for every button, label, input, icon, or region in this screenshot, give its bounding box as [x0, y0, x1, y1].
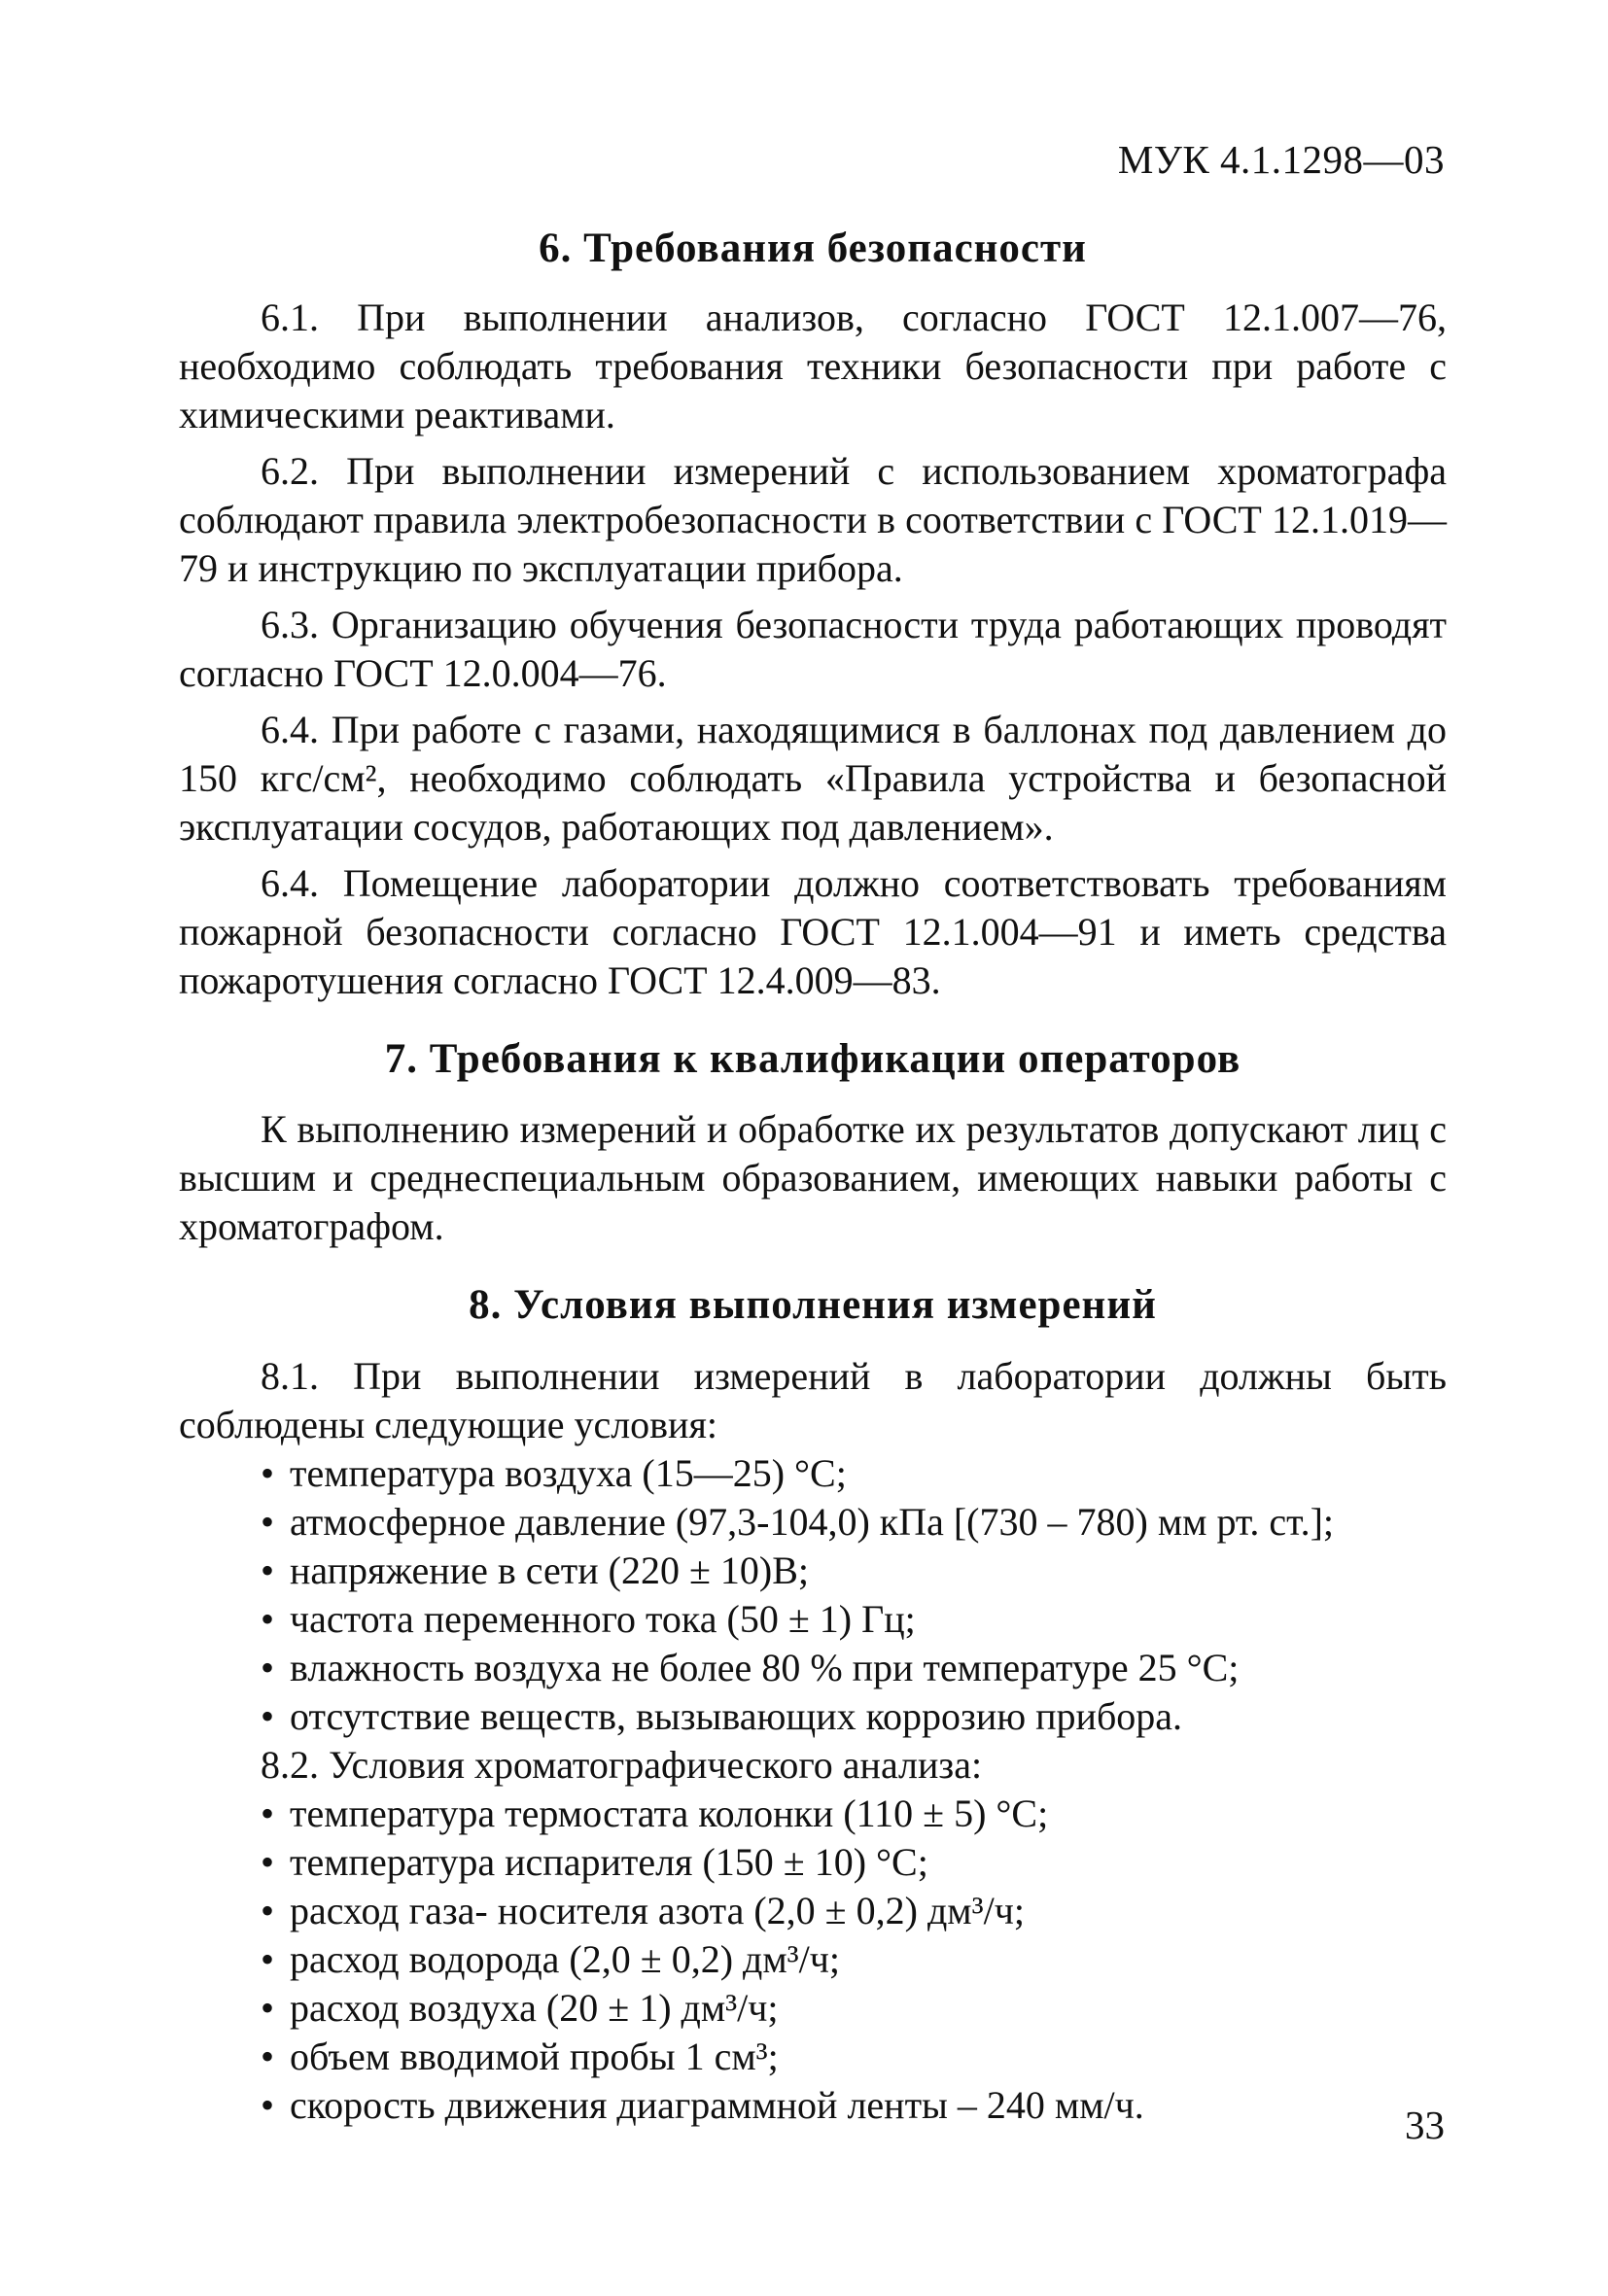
list-item: • температура воздуха (15—25) °С; [261, 1449, 1447, 1498]
conditions-list [179, 1449, 1447, 1741]
list-item: • атмосферное давление (97,3-104,0) кПа [(730 – 780) мм рт. ст.]; [261, 1498, 1447, 1547]
paragraph-8-2: 8.2. Условия хроматографического анализа: [261, 1742, 983, 1787]
paragraph-6-4-fire: 6.4. Помещение лаборатории должно соответствовать требованиям пожарной безопасности согласно ГОСТ 12.1.004—91 и иметь средства пожаротушения согласно ГОСТ 12.4.009—83. [179, 860, 1447, 1002]
list-item: • напряжение в сети (220 ± 10)В; [261, 1547, 1447, 1595]
list-item: • температура испарителя (150 ± 10) °С; [261, 1838, 1447, 1887]
paragraph-7: К выполнению измерений и обработке их результатов допускают лиц с высшим и среднеспециальным образованием, имеющих навыки работы с хроматографом. [179, 1107, 1447, 1249]
list-item: • частота переменного тока (50 ± 1) Гц; [261, 1595, 1447, 1644]
section-8-title: 8. Условия выполнения измерений [469, 1282, 1157, 1329]
paragraph-6-3: 6.3. Организацию обучения безопасности труда работающих проводят согласно ГОСТ 12.0.004—76. [179, 602, 1447, 695]
chromatography-conditions-list [179, 1790, 1447, 2130]
list-item: • влажность воздуха не более 80 % при температуре 25 °С; [261, 1644, 1447, 1692]
list-item: • отсутствие веществ, вызывающих коррозию прибора. [261, 1692, 1447, 1741]
paragraph-6-1: 6.1. При выполнении анализов, согласно ГОСТ 12.1.007—76, необходимо соблюдать требования техники безопасности при работе с химическими реактивами. [179, 295, 1447, 436]
list-item: • расход воздуха (20 ± 1) дм³/ч; [261, 1984, 1447, 2033]
paragraph-8-1: 8.1. При выполнении измерений в лаборатории должны быть соблюдены следующие условия: [179, 1353, 1447, 1446]
list-item: • расход водорода (2,0 ± 0,2) дм³/ч; [261, 1935, 1447, 1984]
paragraph-6-2: 6.2. При выполнении измерений с использованием хроматографа соблюдают правила электробезопасности в соответствии с ГОСТ 12.1.019—79 и инструкцию по эксплуатации прибора. [179, 448, 1447, 590]
paragraph-6-4-gas: 6.4. При работе с газами, находящимися в баллонах под давлением до 150 кгс/см², необходимо соблюдать «Правила устройства и безопасной эксплуатации сосудов, работающих под давлением». [179, 707, 1447, 849]
list-item: • температура термостата колонки (110 ± 5) °С; [261, 1790, 1447, 1838]
section-6-title: 6. Требования безопасности [539, 226, 1087, 271]
list-item: • объем вводимой пробы 1 см³; [261, 2033, 1447, 2081]
document-code: МУК 4.1.1298—03 [1117, 137, 1445, 182]
list-item: • скорость движения диаграммной ленты – 240 мм/ч. [261, 2081, 1447, 2130]
page-content [179, 214, 1447, 2130]
page-number: 33 [1405, 2103, 1445, 2147]
list-item: • расход газа- носителя азота (2,0 ± 0,2) дм³/ч; [261, 1887, 1447, 1935]
section-7-title: 7. Требования к квалификации операторов [384, 1035, 1241, 1082]
